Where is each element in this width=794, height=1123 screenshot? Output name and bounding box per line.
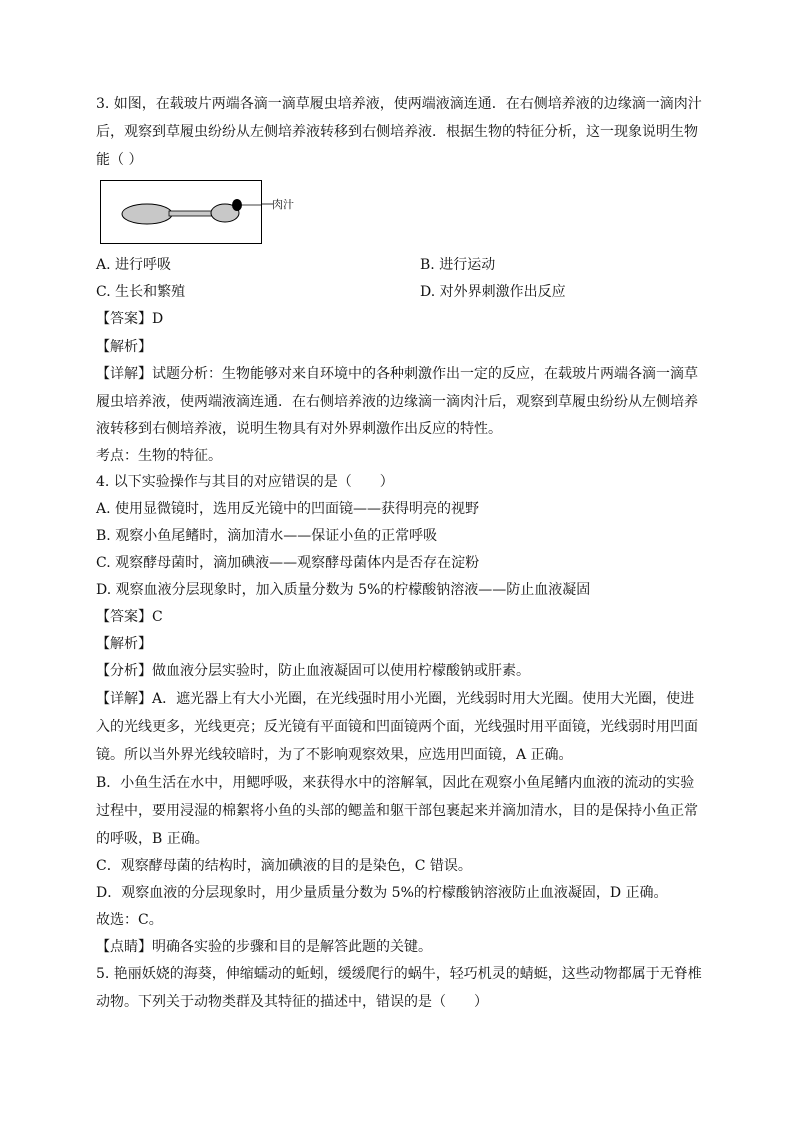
q3-analysis-heading: 【解析】: [96, 339, 152, 355]
q3-option-c: C. 生长和繁殖: [96, 284, 186, 300]
q4-detail-line-6: 的呼吸，B 正确。: [96, 831, 209, 847]
q4-conclusion: 故选：C。: [96, 912, 163, 928]
q4-option-b: B. 观察小鱼尾鳍时，滴加清水——保证小鱼的正常呼吸: [96, 528, 438, 544]
q3-detail-line-1: 【详解】试题分析：生物能够对来自环境中的各种刺激作出一定的反应，在载玻片两端各滴一滴草: [96, 366, 698, 382]
q4-detail-line-8: D．观察血液的分层现象时，用少量质量分数为 5%的柠檬酸钠溶液防止血液凝固，D 正确。: [96, 885, 668, 901]
slide-drawing: [101, 181, 261, 243]
q3-stem-line-2: 后，观察到草履虫纷纷从左侧培养液转移到右侧培养液．根据生物的特征分析，这一现象说明生物: [96, 124, 698, 140]
slide-figure: [100, 180, 262, 244]
q4-detail-line-7: C．观察酵母菌的结构时，滴加碘液的目的是染色，C 错误。: [96, 858, 472, 874]
q3-detail-line-2: 履虫培养液，使两端液滴连通．在右侧培养液的边缘滴一滴肉汁后，观察到草履虫纷纷从左侧培养: [96, 394, 698, 410]
q3-stem-line-3: 能（ ）: [96, 152, 143, 168]
q4-dianjing: 【点睛】明确各实验的步骤和目的是解答此题的关键。: [96, 939, 432, 955]
q5-stem-line-1: 5. 艳丽妖娆的海葵，伸缩蠕动的蚯蚓，缓缓爬行的蜗牛，轻巧机灵的蜻蜓，这些动物都属于无脊椎: [96, 966, 702, 982]
q4-option-a: A. 使用显微镜时，选用反光镜中的凹面镜——获得明亮的视野: [96, 501, 480, 517]
q4-option-d: D. 观察血液分层现象时，加入质量分数为 5%的柠檬酸钠溶液——防止血液凝固: [96, 582, 591, 598]
meat-juice-label: 肉汁: [272, 198, 294, 211]
q4-detail-line-2: 入的光线更多，光线更亮；反光镜有平面镜和凹面镜两个面，光线强时用平面镜，光线弱时用凹面: [96, 719, 698, 735]
q4-answer: 【答案】C: [96, 609, 163, 625]
q4-fenxi: 【分析】做血液分层实验时，防止血液凝固可以使用柠檬酸钠或肝素。: [96, 663, 530, 679]
q3-option-a: A. 进行呼吸: [96, 257, 172, 273]
q4-stem: 4. 以下实验操作与其目的对应错误的是（ ）: [96, 474, 394, 490]
q3-answer: 【答案】D: [96, 311, 164, 327]
q3-point: 考点：生物的特征。: [96, 448, 222, 464]
q4-detail-line-5: 过程中，要用浸湿的棉絮将小鱼的头部的鳃盖和躯干部包裹起来并滴加清水，目的是保持小鱼正常: [96, 803, 698, 819]
q4-detail-line-4: B．小鱼生活在水中，用鳃呼吸，来获得水中的溶解氧，因此在观察小鱼尾鳍内血液的流动的实验: [96, 775, 695, 791]
q4-detail-line-1: 【详解】A．遮光器上有大小光圈，在光线强时用小光圈，光线弱时用大光圈。使用大光圈，使进: [96, 691, 695, 707]
q4-option-c: C. 观察酵母菌时，滴加碘液——观察酵母菌体内是否存在淀粉: [96, 555, 480, 571]
q4-detail-line-3: 镜。所以当外界光线较暗时，为了不影响观察效果，应选用凹面镜，A 正确。: [96, 747, 573, 763]
q5-stem-line-2: 动物。下列关于动物类群及其特征的描述中，错误的是（ ）: [96, 994, 488, 1010]
q3-detail-line-3: 液转移到右侧培养液，说明生物具有对外界刺激作出反应的特性。: [96, 421, 502, 437]
q4-analysis-heading: 【解析】: [96, 636, 152, 652]
q3-option-b: B. 进行运动: [420, 257, 496, 273]
q3-option-d: D. 对外界刺激作出反应: [420, 284, 566, 300]
q3-stem-line-1: 3. 如图，在载玻片两端各滴一滴草履虫培养液，使两端液滴连通．在右侧培养液的边缘滴一滴肉汁: [96, 96, 702, 112]
